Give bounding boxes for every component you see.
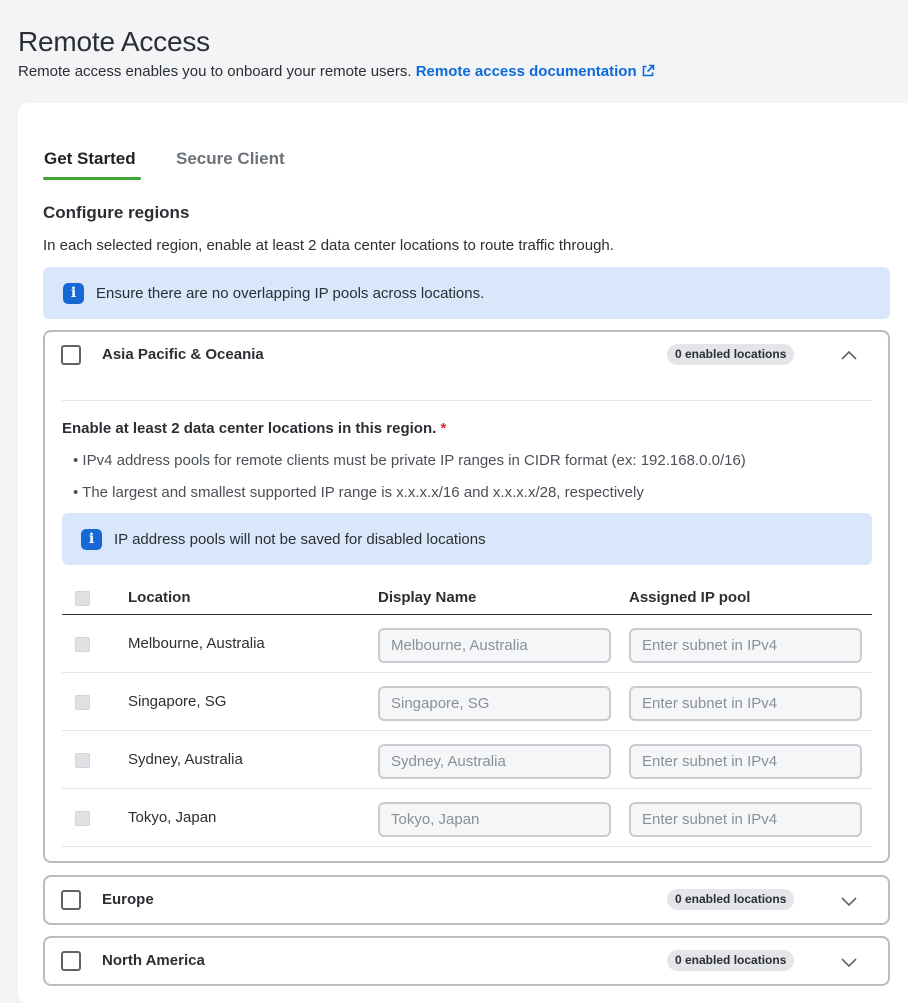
bullet-text: IPv4 address pools for remote clients must be private IP ranges in CIDR format (ex: 192.168.0.0/16) [82,452,746,469]
row-checkbox[interactable] [75,695,90,710]
column-header-display-name: Display Name [378,589,477,606]
chevron-up-icon[interactable] [839,346,859,366]
location-name: Sydney, Australia [128,751,243,768]
section-title: Configure regions [43,203,190,222]
row-checkbox[interactable] [75,753,90,768]
table-row [62,673,872,731]
tab-secure-client[interactable]: Secure Client [176,149,285,168]
table-row [62,615,872,673]
region-checkbox[interactable] [61,890,81,910]
region-header[interactable] [45,877,888,925]
main-card [18,103,908,1003]
display-name-input[interactable] [378,686,611,721]
section-description: In each selected region, enable at least 2 data center locations to route traffic through. [43,237,614,254]
ip-pool-input[interactable] [629,628,862,663]
select-all-checkbox[interactable] [75,591,90,606]
enabled-locations-badge: 0 enabled locations [667,950,794,971]
location-name: Melbourne, Australia [128,635,265,652]
info-icon: i [81,529,102,550]
documentation-link-label: Remote access documentation [415,63,637,80]
chevron-down-icon[interactable] [839,891,859,911]
enabled-locations-badge: 0 enabled locations [667,344,794,365]
banner-text: Ensure there are no overlapping IP pools across locations. [96,284,485,302]
requirement-bullet: • The largest and smallest supported IP range is x.x.x.x/16 and x.x.x.x/28, respectively [73,484,644,501]
active-tab-indicator [43,177,141,180]
display-name-input[interactable] [378,744,611,779]
enabled-locations-badge: 0 enabled locations [667,889,794,910]
table-row [62,789,872,847]
external-link-icon [641,64,655,78]
documentation-link[interactable] [416,63,655,80]
banner-text: IP address pools will not be saved for disabled locations [114,530,486,548]
location-name: Tokyo, Japan [128,809,217,826]
region-checkbox[interactable] [61,345,81,365]
chevron-down-icon[interactable] [839,952,859,972]
page-title: Remote Access [18,26,210,57]
subtitle-text: Remote access enables you to onboard your remote users. [18,63,412,80]
tab-get-started[interactable]: Get Started [44,149,136,168]
region-header[interactable] [45,332,888,380]
region-divider [62,400,872,401]
required-mark: * [440,420,447,437]
row-checkbox[interactable] [75,637,90,652]
requirement-bullet: • IPv4 address pools for remote clients must be private IP ranges in CIDR format (ex: 192.168.0.0/16) [73,452,746,469]
bullet-text: The largest and smallest supported IP range is x.x.x.x/16 and x.x.x.x/28, respectively [82,484,644,501]
info-icon: i [63,283,84,304]
requirement-title [62,420,446,437]
page-subtitle [18,63,655,80]
table-header [62,577,872,615]
disabled-locations-info-banner [62,513,872,565]
overlap-info-banner [43,267,890,319]
region-asia-pacific [43,330,890,863]
display-name-input[interactable] [378,802,611,837]
display-name-input[interactable] [378,628,611,663]
location-name: Singapore, SG [128,693,227,710]
ip-pool-input[interactable] [629,686,862,721]
region-north-america [43,936,890,986]
ip-pool-input[interactable] [629,802,862,837]
ip-pool-input[interactable] [629,744,862,779]
region-europe [43,875,890,925]
region-header[interactable] [45,938,888,986]
region-name: North America [102,952,205,969]
requirement-text: Enable at least 2 data center locations in this region. [62,420,437,437]
column-header-ip-pool: Assigned IP pool [629,589,751,606]
row-checkbox[interactable] [75,811,90,826]
region-name: Asia Pacific & Oceania [102,346,264,363]
table-row [62,731,872,789]
region-checkbox[interactable] [61,951,81,971]
column-header-location: Location [128,589,191,606]
region-name: Europe [102,891,154,908]
